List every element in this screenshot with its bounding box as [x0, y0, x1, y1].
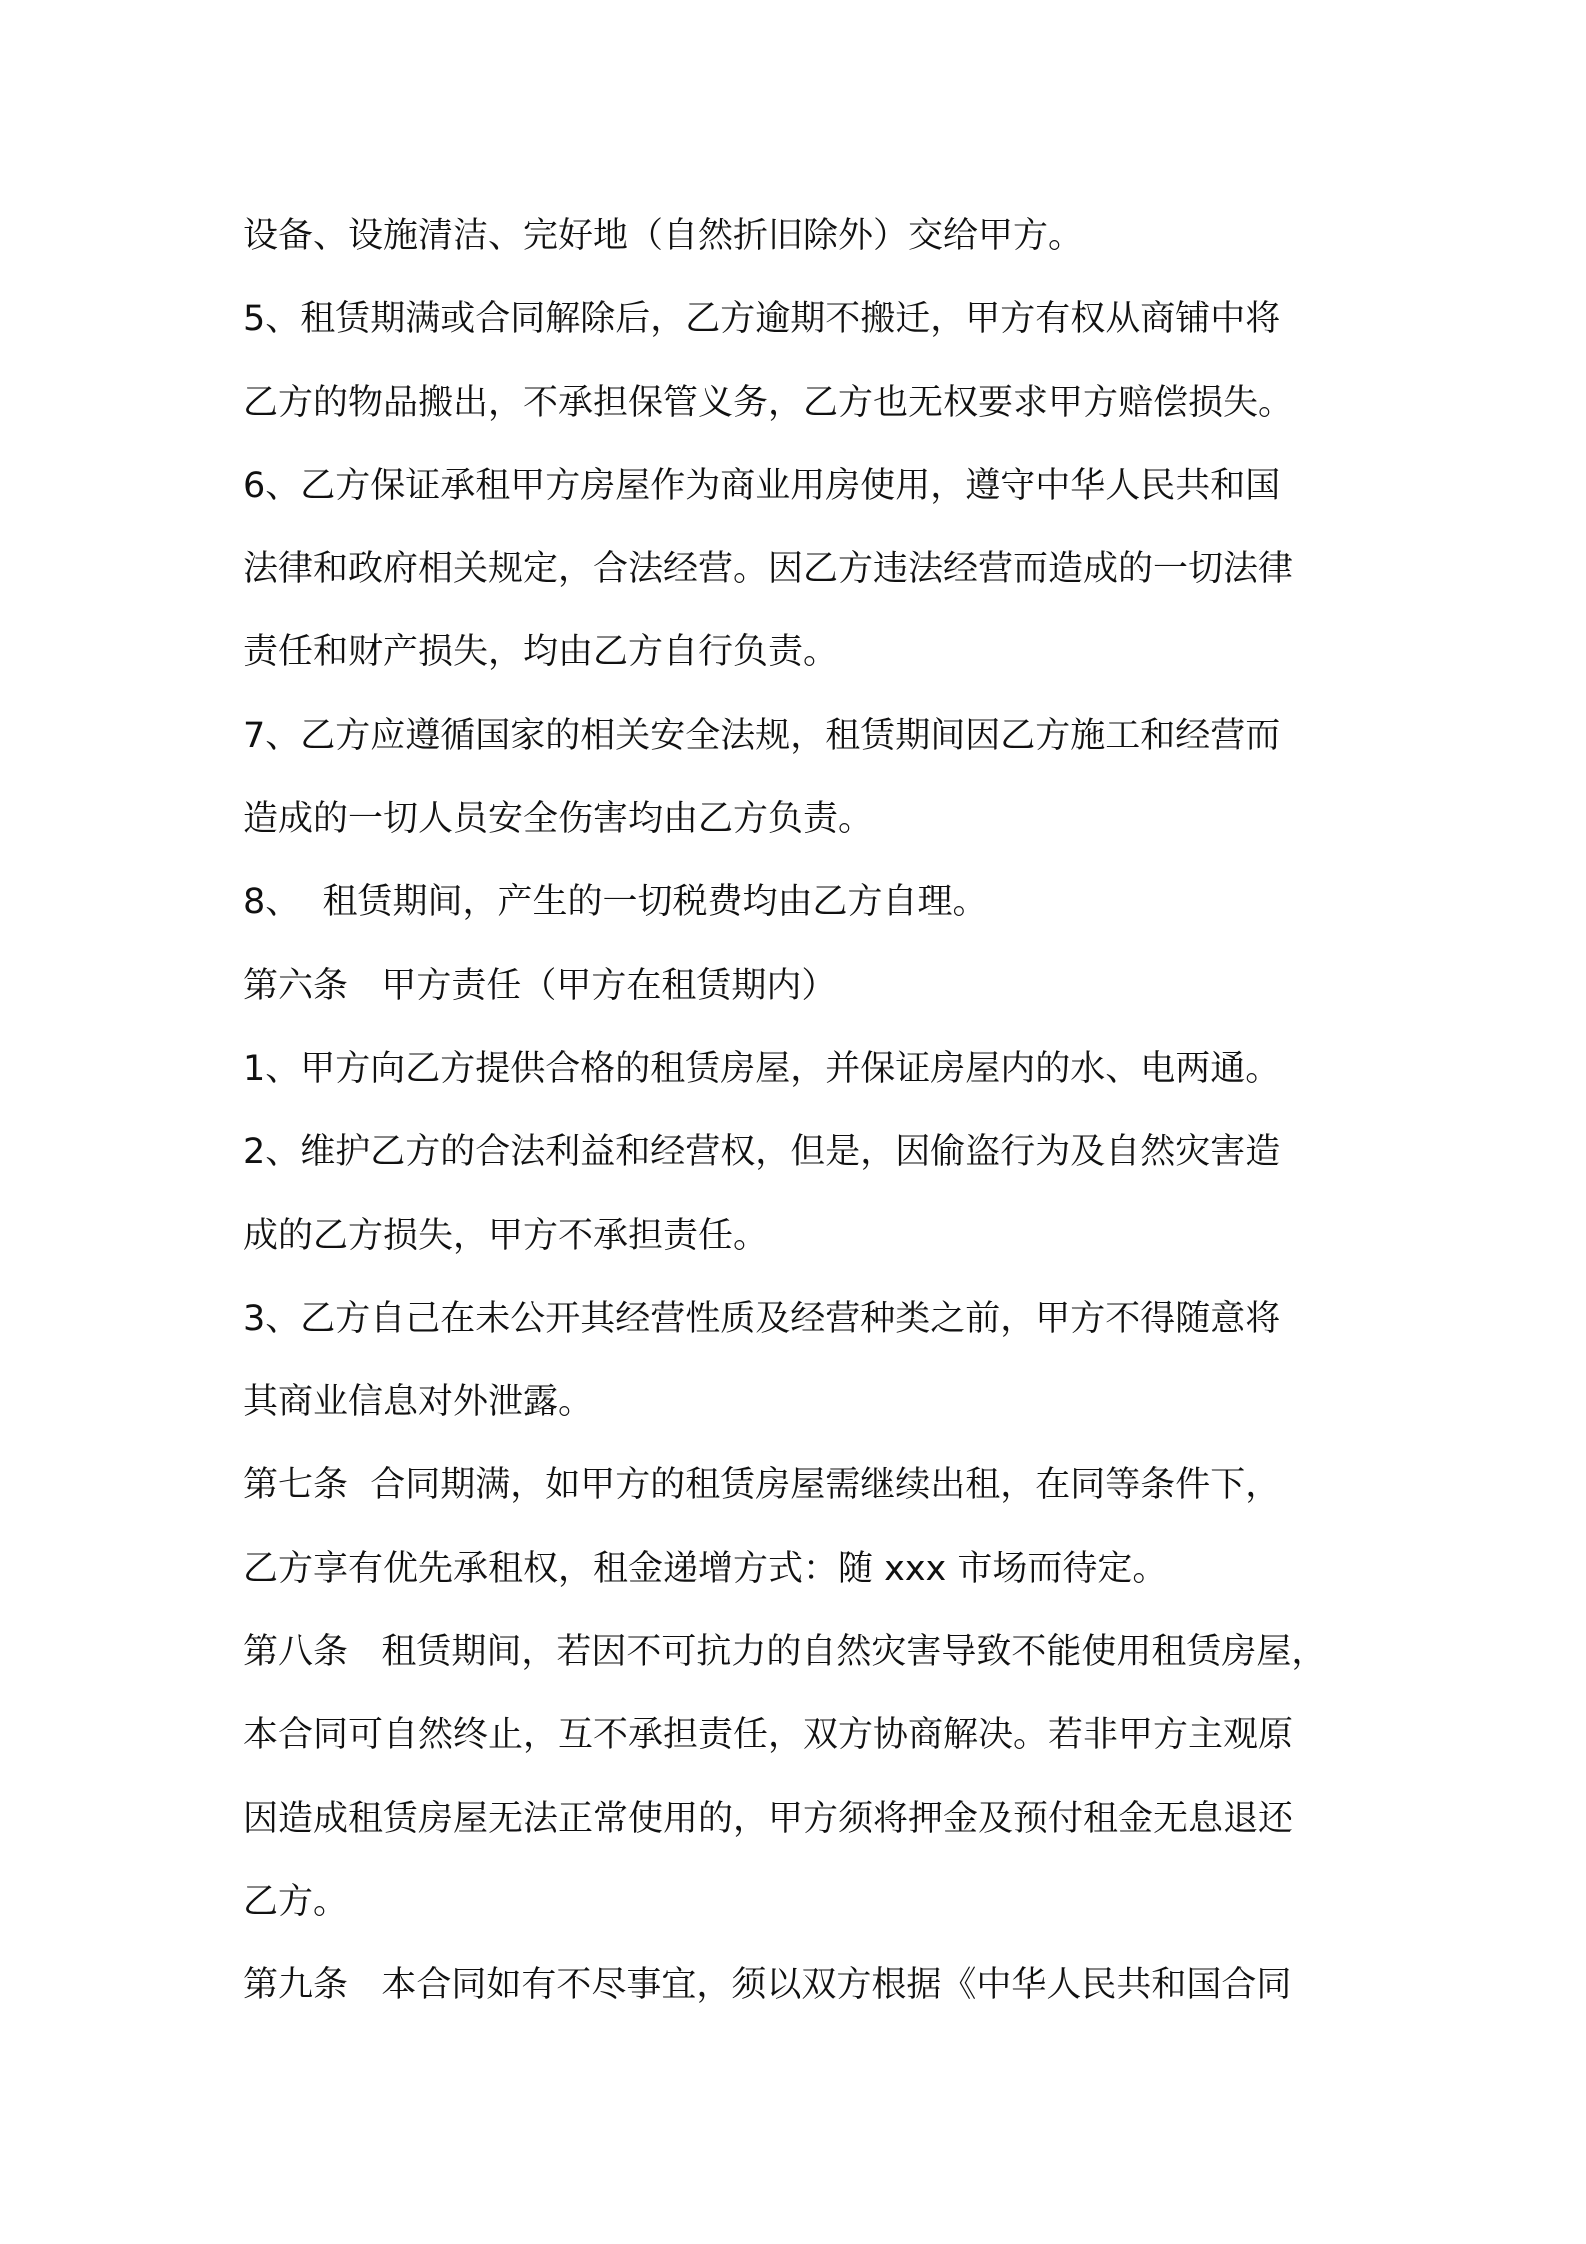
text-line: 乙方的物品搬出，不承担保管义务，乙方也无权要求甲方赔偿损失。 — [243, 382, 1294, 423]
section-heading-9: 第九条 本合同如有不尽事宜，须以双方根据《中华人民共和国合同 — [243, 1965, 1292, 2006]
section-heading-7: 第七条 合同期满，如甲方的租赁房屋需继续出租，在同等条件下， — [243, 1465, 1281, 1506]
text-line: 8、 租赁期间，产生的一切税费均由乙方自理。 — [243, 882, 988, 923]
text-line: 造成的一切人员安全伤害均由乙方负责。 — [243, 799, 874, 840]
text-line: 7、乙方应遵循国家的相关安全法规，租赁期间因乙方施工和经营而 — [243, 715, 1281, 756]
text-line: 3、乙方自己在未公开其经营性质及经营种类之前，甲方不得随意将 — [243, 1298, 1281, 1339]
text-line: 2、维护乙方的合法利益和经营权，但是，因偷盗行为及自然灾害造 — [243, 1132, 1281, 1173]
text-line: 因造成租赁房屋无法正常使用的，甲方须将押金及预付租金无息退还 — [243, 1798, 1294, 1839]
text-line: 设备、设施清洁、完好地（自然折旧除外）交给甲方。 — [243, 216, 1084, 256]
contract-text — [243, 195, 1363, 2028]
section-heading-8: 第八条 租赁期间，若因不可抗力的自然灾害导致不能使用租赁房屋， — [243, 1632, 1327, 1673]
text-line: 成的乙方损失，甲方不承担责任。 — [243, 1215, 769, 1256]
text-line: 6、乙方保证承租甲方房屋作为商业用房使用，遵守中华人民共和国 — [243, 465, 1281, 506]
text-line: 1、甲方向乙方提供合格的租赁房屋，并保证房屋内的水、电两通。 — [243, 1048, 1281, 1089]
text-line: 乙方。 — [243, 1881, 349, 1922]
text-line: 乙方享有优先承租权，租金递增方式：随 xxx 市场而待定。 — [243, 1548, 1168, 1589]
text-line: 本合同可自然终止，互不承担责任，双方协商解决。若非甲方主观原 — [243, 1715, 1294, 1756]
text-line: 5、租赁期满或合同解除后，乙方逾期不搬迁，甲方有权从商铺中将 — [243, 299, 1281, 340]
text-line: 责任和财产损失，均由乙方自行负责。 — [243, 632, 839, 673]
text-line: 其商业信息对外泄露。 — [243, 1382, 594, 1423]
section-heading-6: 第六条 甲方责任（甲方在租赁期内） — [243, 965, 837, 1006]
text-line: 法律和政府相关规定，合法经营。因乙方违法经营而造成的一切法律 — [243, 549, 1294, 590]
